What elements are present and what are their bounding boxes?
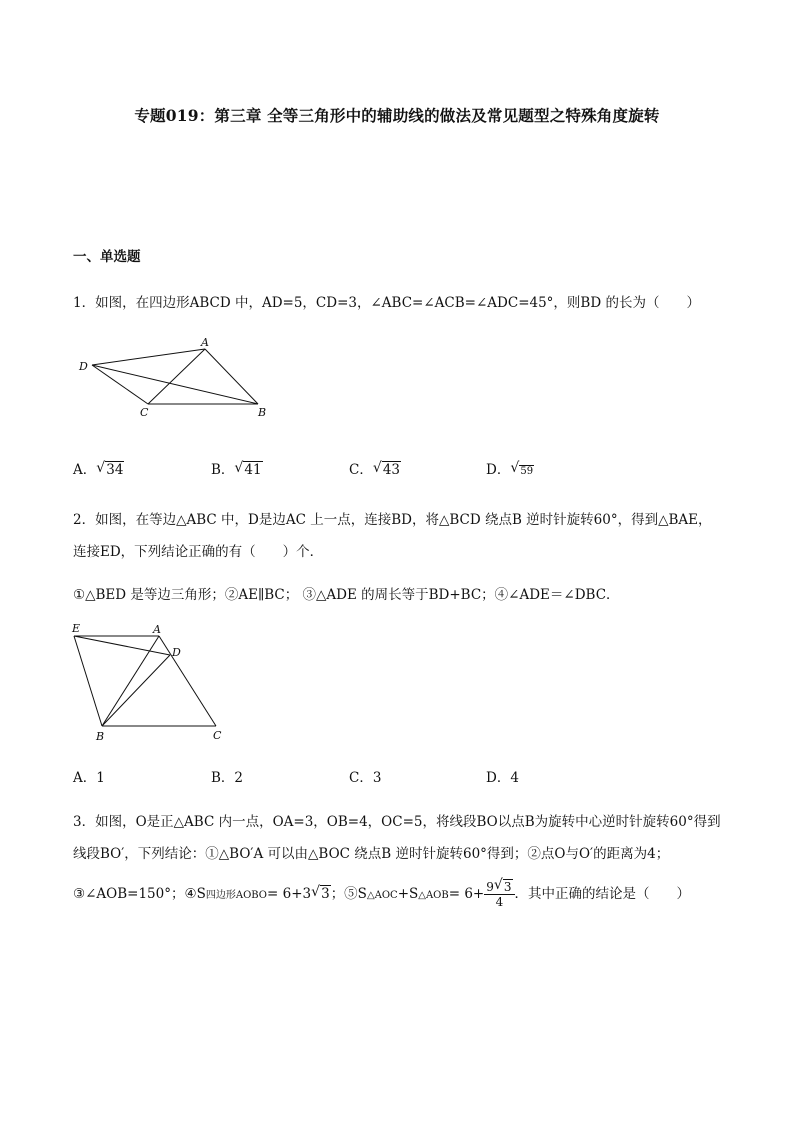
question-1-text: 1．如图，在四边形ABCD 中，AD=5，CD=3，∠ABC=∠ACB=∠ADC=45°，则BD 的长为（ ）	[73, 295, 700, 311]
q2-option-a[interactable]: A．1	[73, 770, 105, 786]
option-letter: B．	[211, 462, 235, 478]
point-label-c: C	[140, 406, 149, 419]
segment-dc	[92, 365, 148, 404]
question-3-line-3: ③∠AOB=150°；④S四边形AOBO= 6+3 √ 3；⑤S△AOC+S△AOB= 6+ 9 √ 3 4 ．其中正确的结论是（ ）	[73, 877, 691, 909]
question-3-line-1: 3．如图，O是正△ABC 内一点，OA=3，OB=4，OC=5，将线段BO以点B为旋转中心逆时针旋转60°得到	[73, 814, 721, 830]
page-title: 专题019：第三章 全等三角形中的辅助线的做法及常见题型之特殊角度旋转	[134, 106, 660, 125]
sqrt-expression: √ 41	[234, 460, 262, 478]
point-label-e: E	[72, 622, 81, 635]
point-label-d: D	[79, 360, 88, 373]
segment-db	[102, 655, 170, 726]
q2-option-c[interactable]: C．3	[349, 770, 382, 786]
q1-option-c[interactable]	[349, 458, 401, 478]
option-letter: A．	[73, 462, 97, 478]
fraction: 9 √ 3 4	[484, 880, 514, 909]
option-letter: D．	[486, 462, 511, 478]
segment-ab	[205, 349, 258, 404]
question-2-line-3: ①△BED 是等边三角形；②AE∥BC； ③△ADE 的周长等于BD+BC；④∠ADE＝∠DBC．	[73, 587, 620, 603]
segment-db	[92, 365, 258, 404]
q1-option-d[interactable]	[486, 458, 534, 478]
segment-ac	[159, 636, 216, 726]
q1-option-b[interactable]	[211, 458, 263, 478]
segment-ab	[102, 636, 159, 726]
question-2-line-1: 2．如图，在等边△ABC 中，D是边AC 上一点，连接BD，将△BCD 绕点B 逆时针旋转60°，得到△BAE，	[73, 512, 712, 528]
point-label-a: A	[153, 623, 161, 636]
question-3-line-2: 线段BO′，下列结论：①△BO′A 可以由△BOC 绕点B 逆时针旋转60°得到；②点O与O′的距离为4；	[73, 846, 670, 862]
section-heading: 一、单选题	[73, 249, 141, 265]
q2-option-d[interactable]: D．4	[486, 770, 519, 786]
sqrt-expression: √ 43	[372, 460, 401, 478]
sqrt-expression: √ 34	[96, 460, 124, 478]
point-label-a: A	[201, 336, 209, 349]
sqrt-expression: √ 3	[311, 884, 330, 902]
sqrt-expression: √ 59	[510, 460, 534, 477]
segment-da	[92, 349, 205, 365]
point-label-c: C	[213, 729, 222, 742]
segment-ac	[148, 349, 205, 404]
option-letter: C．	[349, 462, 373, 478]
question-2-line-2: 连接ED，下列结论正确的有（ ）个．	[73, 544, 324, 560]
q1-option-a[interactable]	[73, 458, 124, 478]
segment-eb	[74, 636, 102, 726]
question-2-figure	[66, 620, 236, 745]
point-label-b: B	[258, 406, 267, 419]
segment-ed	[74, 636, 170, 655]
q2-option-b[interactable]: B．2	[211, 770, 244, 786]
question-1-figure	[70, 332, 280, 424]
point-label-d: D	[172, 646, 181, 659]
point-label-b: B	[96, 730, 105, 743]
